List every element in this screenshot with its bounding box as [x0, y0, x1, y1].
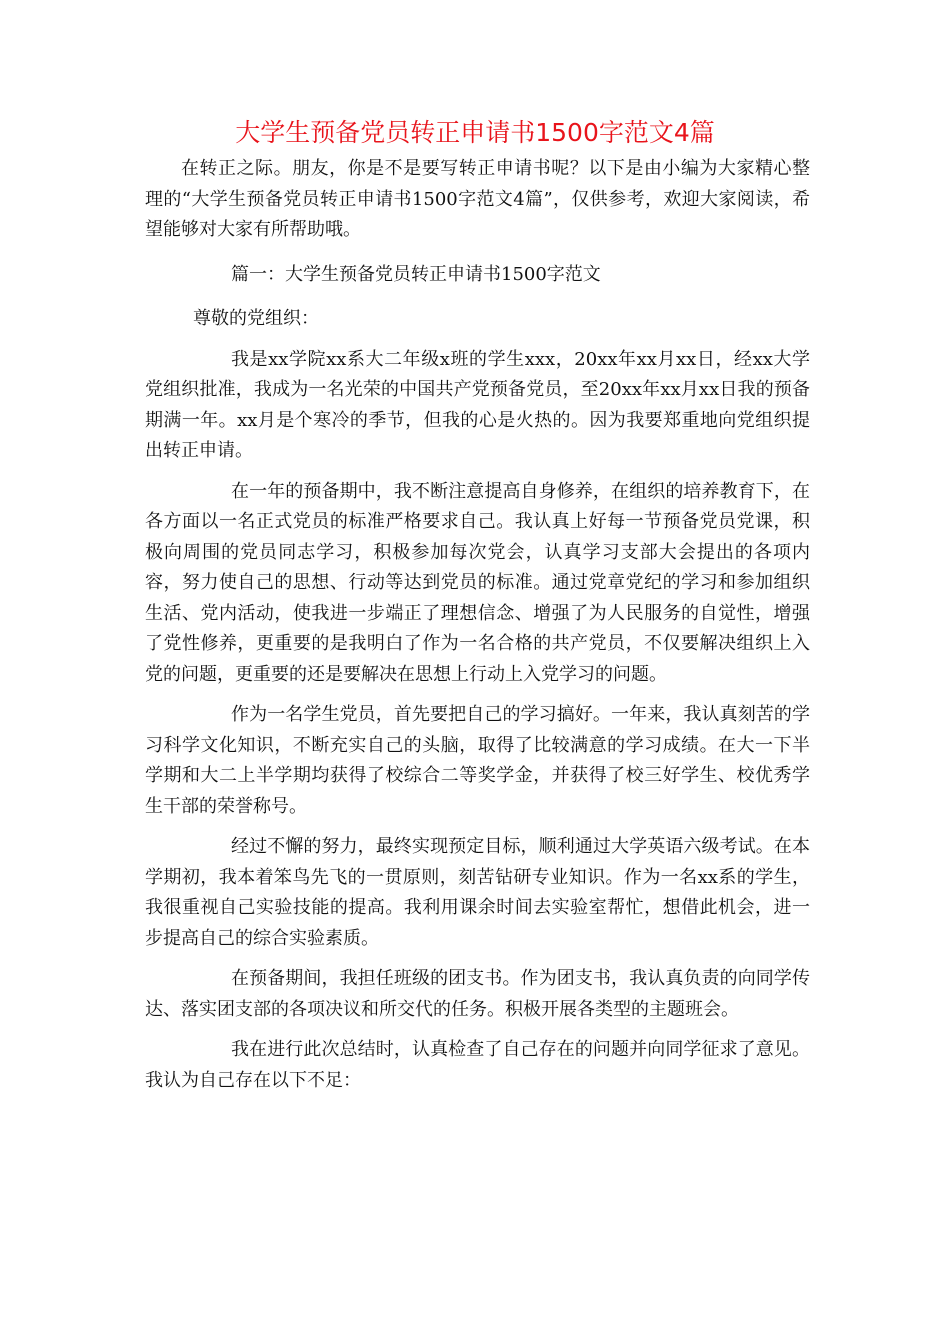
body-paragraph-6: 我在进行此次总结时，认真检查了自己存在的问题并向同学征求了意见。我认为自己存在以下不足： [145, 1039, 810, 1091]
intro-paragraph: 在转正之际。朋友，你是不是要写转正申请书呢？以下是由小编为大家精心整理的“大学生预备党员转正申请书1500字范文4篇”，仅供参考，欢迎大家阅读，希望能够对大家有所帮助哦。 [145, 158, 810, 240]
body-paragraph-3: 作为一名学生党员，首先要把自己的学习搞好。一年来，我认真刻苦的学习科学文化知识，不断充实自己的头脑，取得了比较满意的学习成绩。在大一下半学期和大二上半学期均获得了校综合二等奖学金，并获得了校三好学生、校优秀学生干部的荣誉称号。 [145, 704, 810, 817]
document-body [145, 154, 810, 1096]
salutation: 尊敬的党组织： [193, 308, 319, 329]
body-paragraph-1: 我是xx学院xx系大二年级x班的学生xxx，20xx年xx月xx日，经xx大学党组织批准，我成为一名光荣的中国共产党预备党员，至20xx年xx月xx日我的预备期满一年。xx月是个寒冷的季节，但我的心是火热的。因为我要郑重地向党组织提出转正申请。 [145, 348, 810, 461]
document-title: 大学生预备党员转正申请书1500字范文4篇 [235, 118, 715, 147]
section-title: 篇一：大学生预备党员转正申请书1500字范文 [231, 263, 601, 285]
body-paragraph-2: 在一年的预备期中，我不断注意提高自身修养，在组织的培养教育下，在各方面以一名正式党员的标准严格要求自己。我认真上好每一节预备党员党课，积极向周围的党员同志学习，积极参加每次党会，认真学习支部大会提出的各项内容，努力使自己的思想、行动等达到党员的标准。通过党章党纪的学习和参加组织生活、党内活动，使我进一步端正了理想信念、增强了为人民服务的自觉性，增强了党性修养，更重要的是我明白了作为一名合格的共产党员，不仅要解决组织上入党的问题，更重要的还是要解决在思想上行动上入党学习的问题。 [145, 480, 810, 685]
body-paragraph-5: 在预备期间，我担任班级的团支书。作为团支书，我认真负责的向同学传达、落实团支部的各项决议和所交代的任务。积极开展各类型的主题班会。 [145, 968, 810, 1020]
body-paragraph-4: 经过不懈的努力，最终实现预定目标，顺利通过大学英语六级考试。在本学期初，我本着笨鸟先飞的一贯原则，刻苦钻研专业知识。作为一名xx系的学生，我很重视自己实验技能的提高。我利用课余时间去实验室帮忙，想借此机会，进一步提高自己的综合实验素质。 [145, 836, 810, 949]
